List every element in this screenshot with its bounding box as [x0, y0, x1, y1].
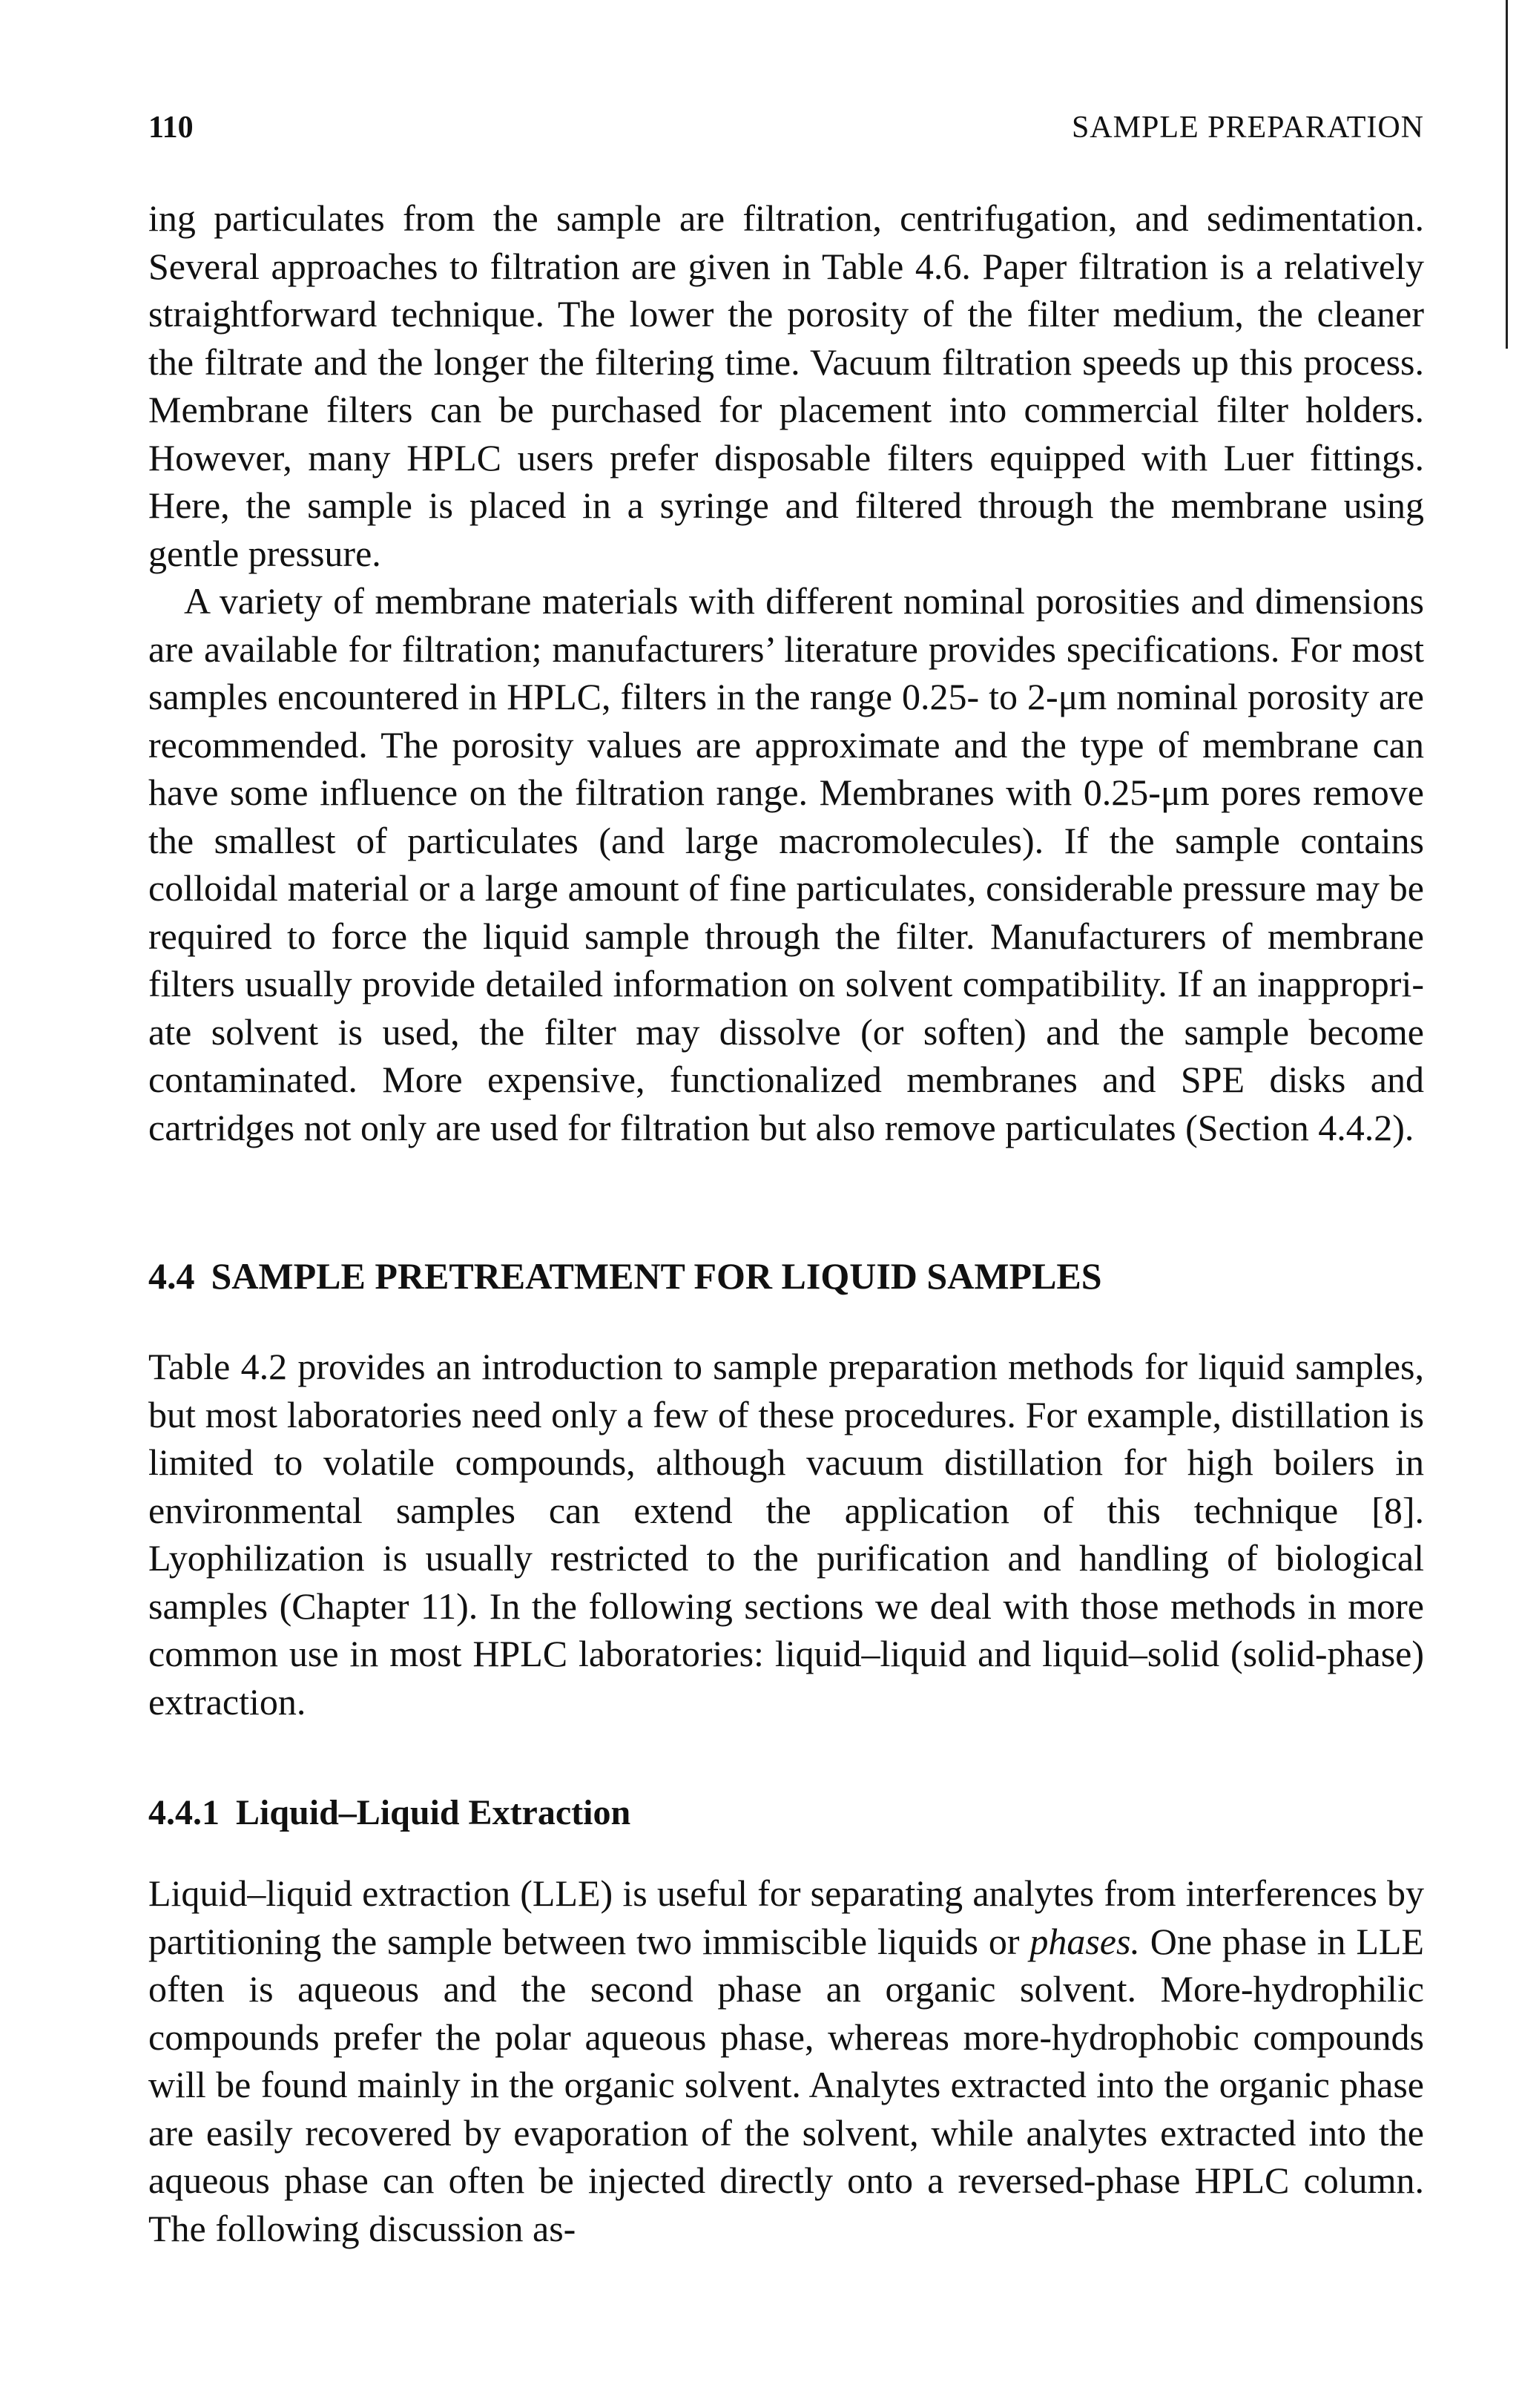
lle-text-end: One phase in LLE often is aqueous and the second phase an organic solvent. More-hydrophilic compounds prefer the polar aqueous phase, whereas more-hydrophobic compounds will be found mainly in the organic solvent. Analytes extracted into the organic phase are easily recovered by evaporation of the solvent, while analytes extracted into the aqueous phase can often be injected directly onto a reversed-phase HPLC column. The following discussion as-	[148, 1920, 1424, 2249]
subsection-title: Liquid–Liquid Extraction	[236, 1793, 631, 1832]
paragraph-membrane-materials: A variety of membrane materials with different nominal porosities and dimensions are available for filtration; manufacturers’ literature provides specifications. For most samples encountered in HPLC, filters in the range 0.25- to 2-μm nominal porosity are recommended. The porosity values are approximate and the type of membrane can have some influence on the filtration range. Membranes with 0.25-μm pores remove the smallest of particulates (and large macromolecules). If the sample contains colloidal material or a large amount of fine particulates, considerable pressure may be required to force the liquid sample through the filter. Manufacturers of membrane filters usually provide detailed information on solvent compatibility. If an inappropriate solvent is used, the filter may dissolve (or soften) and the sample become contaminated. More expensive, functionalized membranes and SPE disks and cartridges not only are used for filtration but also remove particulates (Section 4.4.2).	[148, 580, 1424, 1148]
body-text	[148, 194, 1424, 2252]
paragraph-lle	[148, 1869, 1424, 2252]
section-heading-4-4	[148, 1252, 1424, 1300]
running-head-title: SAMPLE PREPARATION	[1071, 111, 1424, 145]
book-page	[148, 0, 1424, 2408]
subsection-heading-4-4-1	[148, 1789, 1424, 1837]
paragraph-liquid-samples-intro: Table 4.2 provides an introduction to sample preparation methods for liquid samples, but most laboratories need only a few of these procedures. For example, distillation is limited to volatile compounds, although vacuum distillation for high boilers in environmental samples can extend the application of this technique [8]. Lyophilization is usually restricted to the purification and handling of biological samples (Chapter 11). In the following sections we deal with those methods in more common use in most HPLC laboratories: liquid–liquid and liquid–solid (solid-phase) extraction.	[148, 1346, 1424, 1723]
subsection-number: 4.4.1	[148, 1793, 220, 1832]
running-head	[148, 110, 1424, 154]
section-number: 4.4	[148, 1255, 195, 1297]
section-title: SAMPLE PRETREATMENT FOR LIQUID SAMPLES	[211, 1255, 1102, 1297]
page-edge-rule	[1506, 0, 1508, 349]
emphasis-phases: phases.	[1029, 1920, 1140, 1962]
page-number: 110	[148, 111, 194, 145]
paragraph-filtration-intro: ing particulates from the sample are filtration, centrifugation, and sedimentation. Several approaches to filtration are given in Table 4.6. Paper filtration is a relatively straightforward technique. The lower the porosity of the filter medium, the cleaner the filtrate and the longer the filtering time. Vacuum filtration speeds up this process. Membrane filters can be purchased for placement into commercial filter holders. However, many HPLC users prefer disposable filters equipped with Luer fittings. Here, the sample is placed in a syringe and filtered through the membrane using gentle pressure.	[148, 197, 1424, 574]
lle-text-start: Liquid–liquid extraction (LLE) is useful for separating analytes from interferences by partitioning the sample between two immiscible liquids or	[148, 1872, 1424, 1962]
